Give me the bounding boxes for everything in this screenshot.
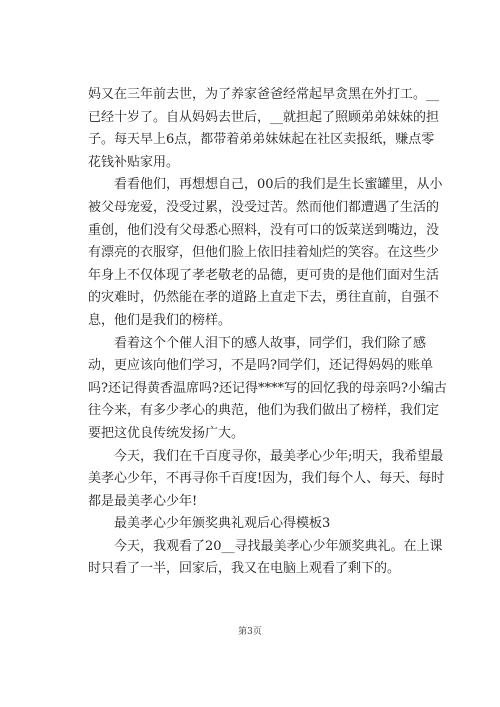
text-line: 妈又在三年前去世，为了养家爸爸经常起早贪黑在外打工。__ (88, 87, 440, 102)
text-line: 息，他们是我们的榜样。 (88, 312, 232, 328)
text-line: 看看他们，再想想自己，00后的我们是生长蜜罐里，从小 (114, 177, 443, 193)
text-line: 被父母宠爱，没受过累，没受过苦。然而他们都遭遇了生活的 (88, 199, 440, 215)
text-line: 吗?还记得黄香温席吗?还记得****写的回忆我的母亲吗?小编古 (88, 380, 447, 396)
text-line: 往今来，有多少孝心的典范，他们为我们做出了榜样，我们定 (88, 403, 440, 419)
paragraph-2 (88, 174, 443, 332)
paragraph-5 (88, 536, 443, 581)
paragraph-4 (88, 446, 445, 514)
text-line: 有漂亮的衣服穿，但他们脸上依旧挂着灿烂的笑容。在这些少 (88, 245, 440, 261)
text-line: 重创，他们没有父母悉心照料，没有可口的饭菜送到嘴边，没 (88, 222, 440, 238)
text-line: 看着这个个催人泪下的感人故事，同学们，我们除了感 (114, 335, 427, 351)
text-line: 花钱补贴家用。 (88, 154, 180, 170)
text-line: 已经十岁了。自从妈妈去世后，__就担起了照顾弟弟妹妹的担 (88, 109, 440, 125)
text-line: 都是最美孝心少年! (88, 493, 198, 509)
section-heading (88, 513, 418, 536)
text-line: 年身上不仅体现了孝老敬老的品德，更可贵的是他们面对生活 (88, 267, 440, 283)
page-number: 第3页 (238, 627, 262, 637)
text-line: 动，更应该向他们学习，不是吗?同学们，还记得妈妈的账单 (88, 358, 433, 374)
text-line: 时只看了一半，回家后，我又在电脑上观看了剩下的。 (88, 561, 401, 577)
paragraph-3 (88, 333, 447, 446)
text-line: 的灾难时，仍然能在孝的道路上直走下去，勇往直前，自强不 (88, 290, 440, 306)
paragraph-1 (88, 84, 440, 174)
heading-line: 最美孝心少年颁奖典礼观后心得模板3 (114, 516, 331, 532)
text-line: 要把这优良传统发扬广大。 (88, 425, 245, 441)
text-line: 今天，我观看了20__寻找最美孝心少年颁奖典礼。在上课 (114, 538, 443, 554)
text-line: 今天，我们在千百度寻你，最美孝心少年;明天，我希望最 (114, 448, 444, 464)
text-line: 子。每天早上6点，都带着弟弟妹妹起在社区卖报纸，赚点零 (88, 132, 435, 148)
document-body (88, 84, 447, 581)
text-line: 美孝心少年，不再寻你千百度!因为，我们每个人、每天、每时 (88, 471, 445, 487)
